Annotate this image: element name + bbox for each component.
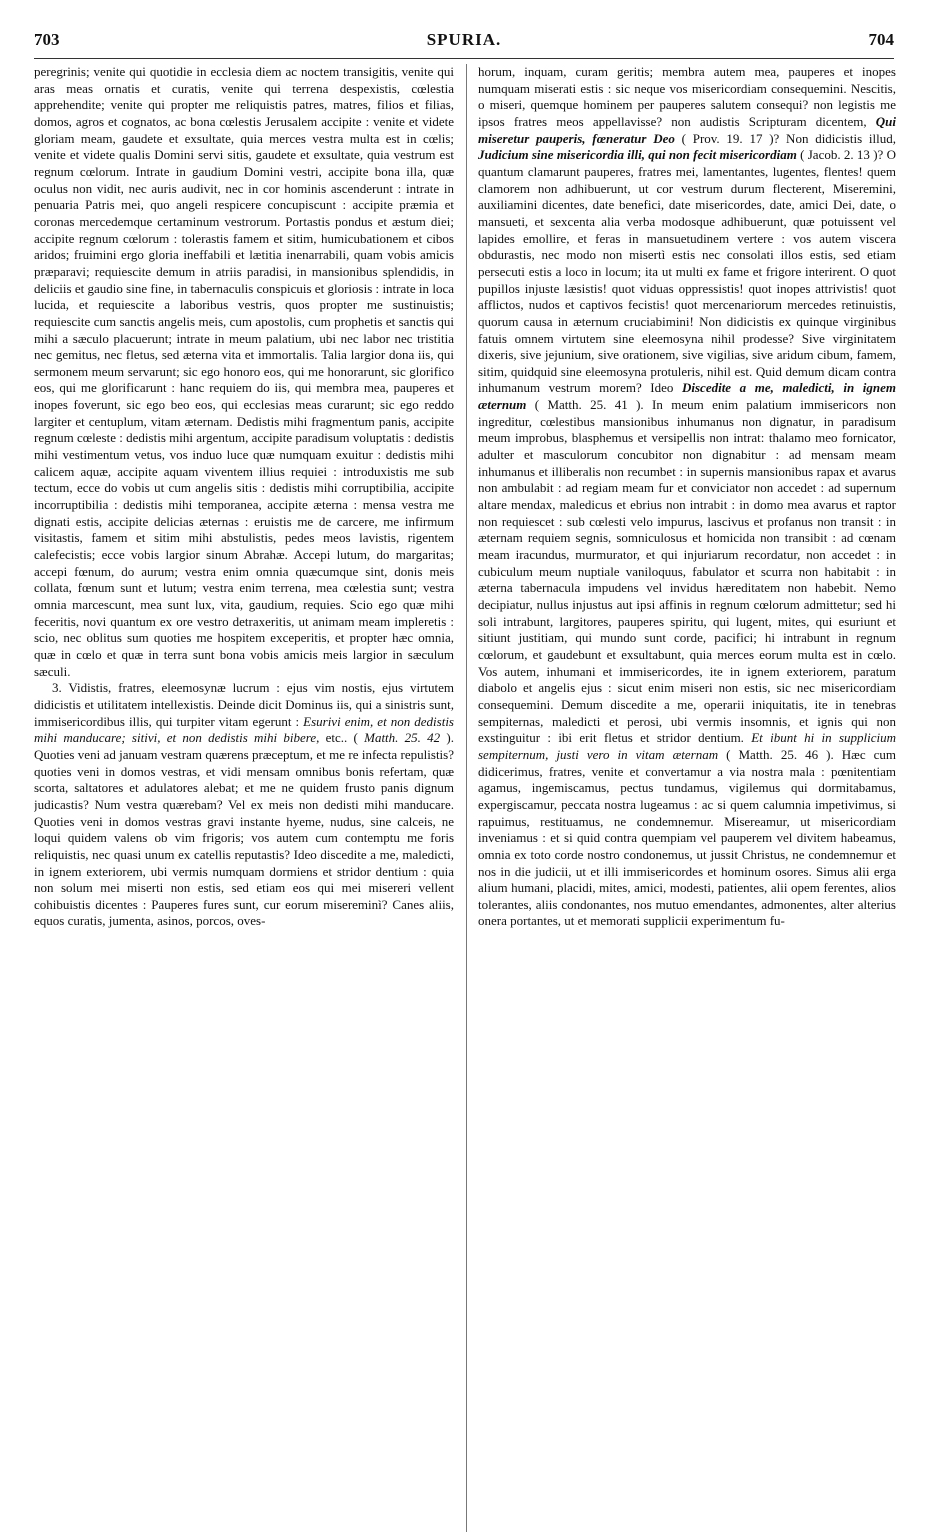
page-header bbox=[34, 30, 894, 56]
right-paragraph-1 bbox=[478, 64, 896, 930]
scripture-reference: Matth. 25. 42 bbox=[364, 730, 441, 746]
left-column bbox=[34, 64, 454, 1534]
paragraph-text: ( Matth. 25. 41 ). In meum enim palatium immisericors non ingreditur, cœlestibus mansionibus inhumanus non dignatur, in paradisum meum improbus, blasphemus et versipellis non intrat: thalamo meo fornicator, adulter et masculorum concubitor non dignabitur : ad mensam meam inhumanus et illiberalis non recumbet : in supernis mansionibus rapax et avarus non ambulabit : ad regiam meam fur et conviciator non accedet : ad supernum altare mendax, maledicus et ebrius non intrabit : in domo mea avarus et raptor non requiescet : sub cœlesti velo impurus, lascivus et profanus non transit : in æternam requiem segnis, somniculosus et homicida non transibit : ad cœnam meam iracundus, murmurator, et qui injuriarum recordatur, non accedet : in cubiculum meum nuptiale vaniloquus, fabulator et scurra non habitabit : in æterna tabernacula impudens vel invidus hæreditatem non habebit. Nemo decipiatur, nullus injustus aut ipsi affinis in regnum cœlorum admittetur; sed hi soli intrabunt, largitores, pauperes spiritu, qui lugent, mites, qui esuriunt et sitiunt justitiam, qui mundo sunt corde, pacifici; hi intrabunt in regnum cœlorum, et gaudebunt et exsultabunt, quia merces eorum multa est in cœlo. Vos autem, inhumani et immisericordes, ite in ignem exteriorem, paratum diabolo et angelis ejus : sicut enim miseri non estis, sic nec misericordiam consequemini. Demum discedite a me, operarii iniquitatis, ite in tenebras sempiternas, maledicti et perosi, ubi vermis insomnis, et ignis qui non exstinguitur : ibi erit fletus et stridor dentium. bbox=[478, 397, 896, 746]
scripture-quote: Esurivi enim, et non dedistis mihi manducare; sitivi, et non dedistis mihi bibere bbox=[34, 713, 454, 746]
scripture-quote: Et ibunt hi in supplicium sempiternum, justi vero in vitam æternam bbox=[478, 730, 896, 762]
paragraph-text: ). Quoties veni ad januam vestram quærens præceptum, et me re infecta repulistis? quoties veni in domos vestras, et vidi mensam omnibus bonis refertam, quæ scorta, saltatores et adulatores alebat; et me ne quidem frusto panis dignum judicastis? Num vestra quærebam? Vel ex meis non dedisti mihi manducare. Quoties veni in domos vestras gravi instante hyeme, nudus, sine calceis, ne loqui quidem valens ob vim frigoris; vos autem cum contemptu me foris reliquistis, nec quasi unum ex catellis reputastis? Ideo discedite a me, maledicti, in ignem exteriorem, ubi vermis numquam dormiens et stridor dentium : quia non solum mei miserti non estis, sed etiam eos qui mei misereri vellent cohibuistis dicentes : Pauperes fures sunt, cur eorum misereminì? Canes aliis, equos curatis, jumenta, asinos, porcos, oves- bbox=[34, 730, 454, 929]
paragraph-text: ( Matth. 25. 46 ). Hæc cum didicerimus, fratres, venite et convertamur a via nostra mala : pœnitentiam agamus, ingemiscamus, pectus tundamus, vigilemus qui dormitabamus, expergiscamur, peccata nostra lugeamus : ac si quem calumnia impetivimus, si rapuimus, restituamus, ne condemnemur. Misereamur, ut misericordiam inveniamus : et si quid contra quempiam vel pauperem vel divitem habeamus, omnia ex toto corde nostro condonemus, ut jussit Christus, ne condemnemur et nos in die judicii, ut et illi immisericordes et hominum osores. Simus alii erga alium humani, placidi, mites, amici, modesti, patientes, alii opem ferentes, alios tolerantes, aliis condonantes, nos mutuo emendantes, admonentes, alter alterius onera portantes, ut et memorati supplicii experimentum fu- bbox=[478, 746, 896, 929]
scripture-quote: Qui miseretur pauperis, fœneratur Deo bbox=[478, 113, 896, 146]
page-number-left: 703 bbox=[34, 30, 60, 49]
paragraph-text: ( Jacob. 2. 13 )? O quantum clamarunt pauperes, fratres mei, lamentantes, lugentes, flentes! quem clamorem non adhibuerunt, ut cor vestrum durum flecterent, Miseremini, auxiliamini dicentes, date benefici, date misericordes, date, amici Dei, date, o mansueti, et sexcenta alia verba modosque adhibuerunt, quæ potuissent vel lapides emollire, et feras in mansuetudinem vertere : vos autem viscera obdurastis, nec modo non misertì estis nec consolati illos estis, sed etiam persecuti estis a loco in locum; ita ut multi ex fame et frigore interirent. O quot pupillos injuste læsistis! quot viduas oppressistis! quot inopes attrivistis! quot afflictos, nudos et captivos fecistis! quot mercenariorum mercedes retinuistis, quorum causa in æternum cruciabimini! Non didicistis ex quinque virginibus fatuis omnem virtutem sine eleemosyna nihil prodesse? Sive virginitatem dixeris, sive jejunium, sive orationem, sive vigilias, sive aridum cibum, famem, sitim, quidquid sine eleemosyna protuleris, nihil est. Quid demum dicam contra inhumanum vestrum morem? Ideo bbox=[478, 147, 896, 396]
right-column bbox=[478, 64, 896, 1534]
column-divider bbox=[466, 64, 467, 1532]
scripture-quote: Discedite a me, maledicti, in ignem æternum bbox=[478, 380, 896, 413]
paragraph-text: , etc.. ( bbox=[316, 730, 365, 746]
paragraph-text: ( Prov. 19. 17 )? Non didicistis illud, bbox=[674, 130, 896, 146]
page-number-right: 704 bbox=[868, 30, 894, 49]
paragraph-text: horum, inquam, curam geritis; membra autem mea, pauperes et inopes numquam miserati estis : sic neque vos misericordiam consequemini. Nescitis, o miseri, quemque hominem per pauperes salutem consequi? non legistis me ipsos fratres meos appellavisse? non audistis Scripturam dicentem, bbox=[478, 64, 896, 129]
left-paragraph-2 bbox=[34, 680, 454, 930]
scripture-quote: Judicium sine misericordia illi, qui non fecit misericordiam bbox=[478, 147, 797, 163]
paragraph-text: 3. Vidistis, fratres, eleemosynæ lucrum : ejus vim nostis, ejus virtutem didicistis et utilitatem intellexistis. Deinde dicit Dominus iis, qui a sinistris sunt, immisericordibus illis, qui turpiter vitam egerunt : bbox=[34, 680, 454, 729]
header-rule bbox=[34, 58, 894, 59]
left-paragraph-1: peregrinis; venite qui quotidie in ecclesia diem ac noctem transigitis, venite qui aras meas ornatis et curatis, venite qui terrena despexistis, cœlestia apprehendite; venite qui propter me reliquistis patres, matres, filios et filias, domos, agros et cognatos, ac bona cœlestis Jerusalem accipite : venite et videte gloriam meam, gaudete et exsultate, quia merces vestra multa est in cœlis; venite et videte qualis Domini servi sitis, gaudete et exsultate, quia vestrum est regnum cœlorum. Intrate in gaudium Domini vestri, accipite bona illa, quæ oculus non vidit, nec auris audivit, nec in cor hominis ascenderunt : intrate in penuaria Patris mei, quo angeli respicere concupiscunt : accipite præmia et coronas mercedemque certaminum vestrorum. Portastis pondus et æstum diei; accipite regnum cœlorum : tolerastis famem et sitim, humicubationem et cibos aridos; fruimini ergo gloria ineffabili et lætitia inenarrabili, quam vobis amicis præparavi; requiescite demum in atriis paradisi, in mansionibus splendidis, in deliciis et gaudio sine fine, in tabernaculis conspicuis et gloriosis : intrate in loca lucida, et requiescite a laboribus vestris, quos propter me sustinuistis; requiescite cum sanctis angelis meis, cum apostolis, cum prophetis et sanctis qui mihi a sæculo placuerunt; intrate in meum palatium, ubi nec labor nec tristitia nec gemitus, nec fletus, sed æterna vita et immortalis. Talia largior dona iis, qui sermonem meum servarunt; sic ego honoro eos, qui me honorarunt, sic glorifico eos, qui me glorificarunt : hanc requiem do iis, qui membra mea, pauperes et inopes foverunt, sic ego beo eos, qui ecclesias meas curarunt; sic ego reddo largiter et centuplum, vitam æternam. Dedistis mihi fragmentum panis, accipite regnum cœleste : dedistis mihi argentum, accipite paradisum voluptatis : dedistis mihi vestimentum vetus, vos induo luce quæ numquam exuitur : dedistis mihi calicem aquæ, accipite aquam viventem illius requiei : introduxistis me sub tectum, ecce do vobis ut cum angelis sitis : dedistis mihi corruptibilia, accipite incorruptibilia : dedistis mihi temporanea, accipite æterna : mensa vestra me dignati estis, accipite delicias æternas : eruistis me de carcere, me infirmum visitastis, famem et sitim mihi abstulistis, pedes meos lavistis, rigentem calefecistis; ecce vobis largior sinum Abrahæ. Accepi lutum, do margaritas; accepi fœnum, do aurum; vestra enim omnia quæcumque sint, donis meis collata, fœnum sunt et lutum; vestra enim terrena, mea cœlestia sunt; vestra omnia marcescunt, mea sunt lux, vita, gaudium, requies. Scio ego quæ mihi feceritis, novi quantum ex ore vestro detraxeritis, ut animam meam impleretis : scio, nec oblitus sum quoties me hospitem exceperitis, et propter hæc omnia, quæ in cœlo et quæ in terra sunt bona vobis amicis meis largior in sæculum sæculi. bbox=[34, 64, 454, 679]
running-title: SPURIA. bbox=[426, 30, 502, 49]
